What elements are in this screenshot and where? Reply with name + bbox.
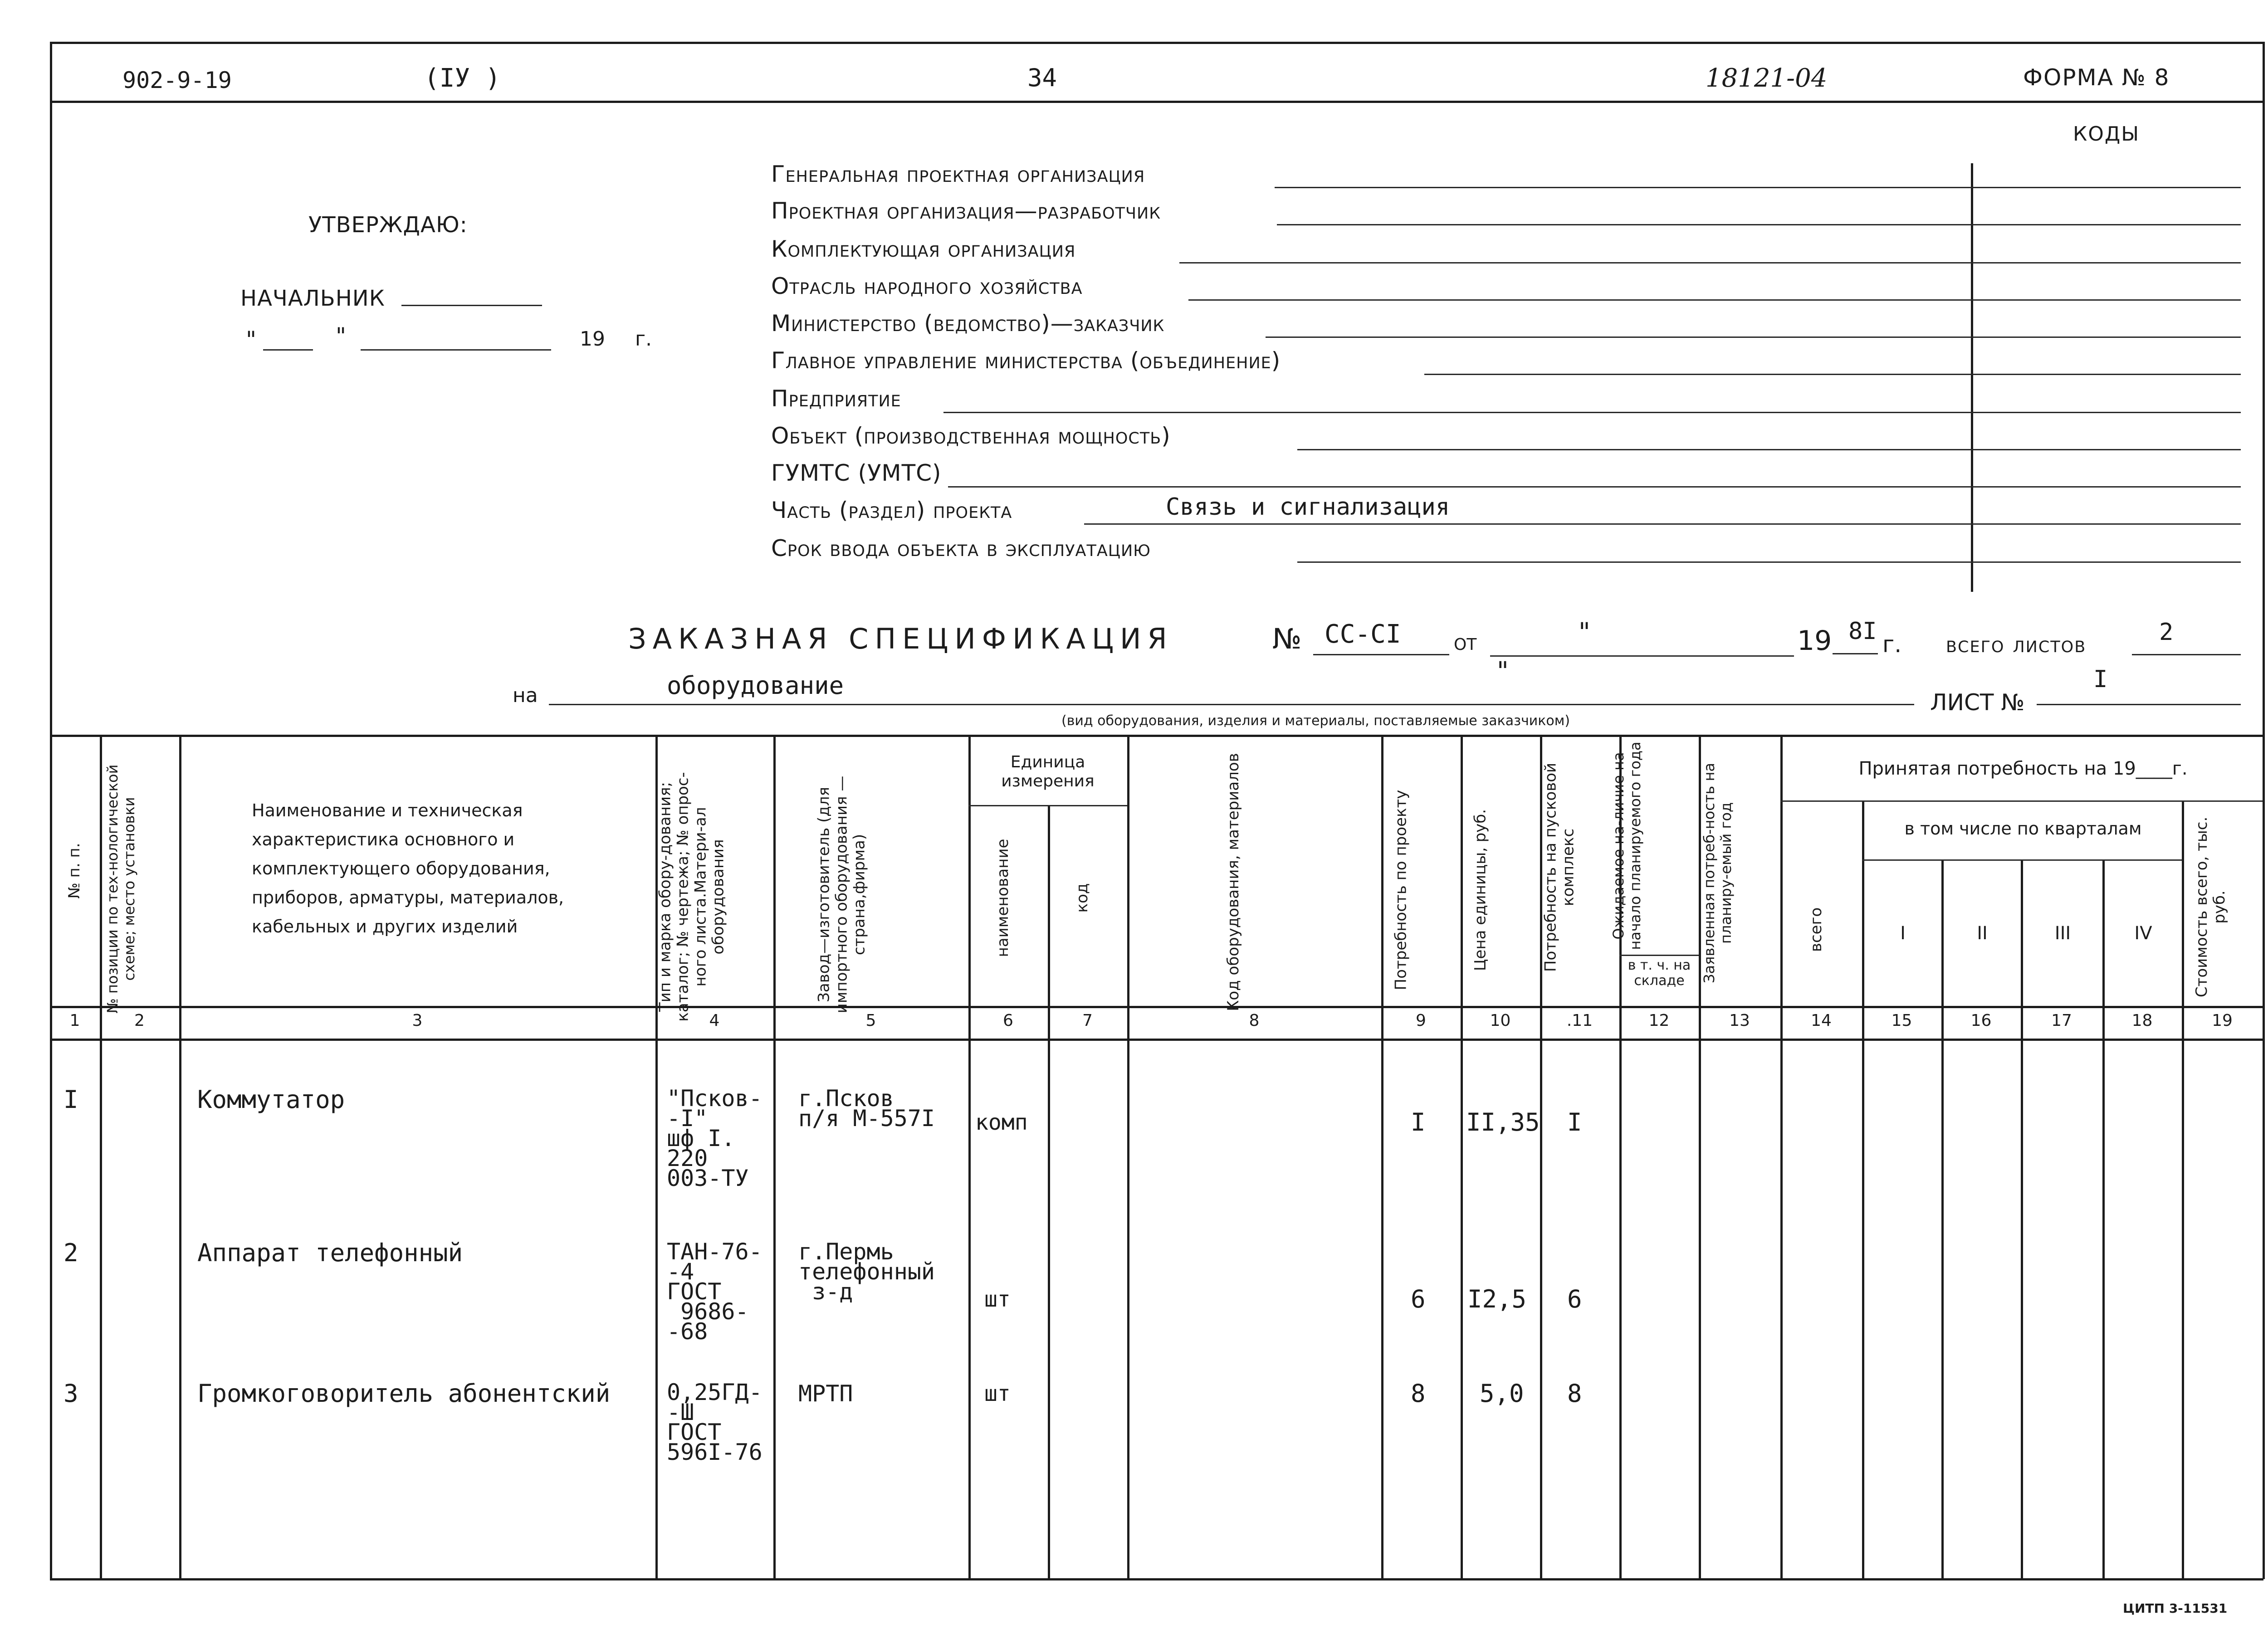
- colnum-13: 13: [1729, 1011, 1750, 1030]
- col-header-10: Цена единицы, руб.: [1471, 809, 1490, 971]
- row1-name: Коммутатор: [197, 1085, 345, 1114]
- colnum-14: 14: [1811, 1011, 1832, 1030]
- col-header-4: Тип и марка обору-дования; каталог; № чертежа; № опрос-ного листа.Матери-ал оборудования: [656, 772, 728, 1022]
- org-deadline-label: Срок ввода объекта в эксплуатацию: [771, 535, 1151, 561]
- table-top: [50, 735, 2263, 737]
- col-header-14: всего: [1807, 907, 1825, 952]
- col-divider-5: [968, 735, 971, 1579]
- org-developer-label: Проектная организация—разработчик: [771, 198, 1161, 224]
- spec-sheet-line: [2037, 704, 2241, 705]
- spec-subject: оборудование: [667, 671, 844, 700]
- colnum-17: 17: [2051, 1011, 2072, 1030]
- spec-sheet-label: ЛИСТ №: [1930, 689, 2025, 716]
- col-header-18: IV: [2134, 923, 2152, 944]
- row1-launch: I: [1567, 1108, 1582, 1136]
- org-main-dept-label: Главное управление министерства (объединение): [771, 347, 1281, 374]
- spec-year: 8I: [1848, 618, 1877, 645]
- frame-right: [2263, 42, 2265, 1579]
- col-divider-17: [2102, 859, 2105, 1579]
- accepted-group-divider: [1780, 800, 2263, 802]
- row2-price: I2,5: [1467, 1285, 1527, 1313]
- col-header-15: I: [1900, 923, 1906, 944]
- colnum-18: 18: [2131, 1011, 2153, 1030]
- date-year-suffix: г.: [635, 327, 652, 351]
- col-header-17: III: [2054, 923, 2071, 944]
- org-gumts-line: [948, 486, 2241, 488]
- colnum-19: 19: [2212, 1011, 2233, 1030]
- colnum-1: 1: [69, 1011, 80, 1030]
- colnum-6: 6: [1003, 1011, 1013, 1030]
- org-gumts-label: ГУМТС (УМТС): [771, 460, 942, 486]
- col-divider-9: [1461, 735, 1463, 1579]
- codes-divider: [1971, 163, 1973, 592]
- row1-num: I: [64, 1085, 78, 1114]
- spec-number: СС-СI: [1325, 619, 1401, 649]
- org-section-label: Часть (раздел) проекта: [771, 497, 1012, 523]
- col-divider-2: [179, 735, 181, 1579]
- org-general-line: [1275, 187, 2241, 188]
- frame-left: [50, 42, 52, 1579]
- chief-signature-line: [401, 305, 542, 306]
- org-branch-line: [1188, 299, 2241, 301]
- col-header-16: II: [1977, 923, 1988, 944]
- col-header-12: Ожидаемое на-личие на начало планируемого года: [1610, 741, 1644, 950]
- colnum-5: 5: [865, 1011, 876, 1030]
- row2-name: Аппарат телефонный: [197, 1239, 463, 1267]
- unit-group-header: Единица измерения: [1001, 753, 1095, 790]
- col-divider-16: [2021, 859, 2023, 1579]
- org-completing-label: Комплектующая организация: [771, 236, 1076, 262]
- row3-type: 0,25ГД- -Ш ГОСТ 596I-76: [667, 1379, 763, 1465]
- row1-price: II,35: [1466, 1108, 1540, 1136]
- quarters-group-divider: [1862, 859, 2182, 861]
- spec-date-quote-close: ": [1497, 657, 1509, 686]
- spec-number-label: №: [1272, 622, 1302, 655]
- approve-label: УТВЕРЖДАЮ:: [308, 212, 468, 238]
- row1-qty: I: [1411, 1108, 1426, 1136]
- spec-on-label: на: [513, 684, 538, 707]
- colnum-8: 8: [1249, 1011, 1260, 1030]
- org-branch-label: Отрасль народного хозяйства: [771, 273, 1083, 299]
- col-header-12-sub: в т. ч. на складе: [1628, 957, 1691, 989]
- volume-label: (IУ ): [424, 63, 501, 93]
- spec-date-line: [1490, 655, 1794, 657]
- col-header-8: Код оборудования, материалов: [1224, 753, 1242, 1011]
- colnum-16: 16: [1970, 1011, 1992, 1030]
- col-divider-4: [773, 735, 776, 1579]
- frame-bottom: [50, 1578, 2263, 1580]
- frame-top: [50, 42, 2263, 44]
- date-day-line: [263, 349, 313, 351]
- colnum-4: 4: [709, 1011, 720, 1030]
- col-header-5: Завод—изготовитель (для импортного оборудования —страна,фирма): [815, 776, 869, 1014]
- date-quote-open: ": [246, 327, 256, 353]
- spec-total-label: всего листов: [1946, 631, 2087, 658]
- colnum-12: 12: [1648, 1011, 1670, 1030]
- row2-type: ТАН-76- -4 ГОСТ 9686- -68: [667, 1239, 763, 1345]
- header-divider: [50, 101, 2263, 103]
- row3-maker: МРТП: [798, 1380, 853, 1407]
- table-colnum-bottom: [50, 1039, 2263, 1041]
- col-header-7: код: [1073, 883, 1091, 913]
- col-divider-8: [1381, 735, 1383, 1579]
- row1-maker: г.Псков п/я М-557I: [798, 1085, 935, 1132]
- accepted-group-header: Принятая потребность на 19____г.: [1858, 758, 2188, 779]
- spec-year-line: [1833, 653, 1878, 654]
- row2-qty: 6: [1411, 1285, 1426, 1313]
- org-section-value: Связь и сигнализация: [1166, 493, 1450, 521]
- col-header-2: № позиции по тех-нологической схеме; место установки: [104, 764, 138, 1014]
- col-divider-18: [2182, 800, 2184, 1579]
- colnum-10: 10: [1490, 1011, 1511, 1030]
- date-month-line: [361, 349, 551, 351]
- unit-group-divider: [968, 805, 1127, 806]
- chief-label: НАЧАЛЬНИК: [240, 286, 385, 311]
- col-header-9: Потребность по проекту: [1392, 790, 1410, 990]
- colnum-11: .11: [1566, 1011, 1593, 1030]
- row3-num: 3: [64, 1379, 78, 1408]
- row3-unit: шт: [984, 1381, 1011, 1406]
- spec-subject-caption: (вид оборудования, изделия и материалы, поставляемые заказчиком): [1061, 713, 1570, 729]
- row2-unit: шт: [984, 1287, 1011, 1312]
- form-label: ФОРМА № 8: [2023, 64, 2170, 91]
- org-developer-line: [1277, 224, 2241, 225]
- col-divider-14: [1862, 800, 1864, 1579]
- project-code: 902-9-19: [122, 67, 232, 93]
- col-header-19: Стоимость всего, тыс. руб.: [2193, 816, 2229, 998]
- page-number: 34: [1027, 63, 1057, 92]
- col-divider-7: [1127, 735, 1129, 1579]
- colnum-7: 7: [1082, 1011, 1093, 1030]
- org-ministry-label: Министерство (ведомство)—заказчик: [771, 310, 1165, 337]
- spec-total-line: [2132, 654, 2241, 655]
- org-enterprise-label: Предприятие: [771, 385, 901, 412]
- col-divider-13: [1780, 735, 1783, 1579]
- org-deadline-line: [1297, 561, 2241, 563]
- doc-number: 18121-04: [1706, 63, 1828, 93]
- org-main-dept-line: [1424, 374, 2241, 375]
- row2-num: 2: [64, 1239, 78, 1267]
- row3-launch: 8: [1567, 1379, 1582, 1408]
- row1-type: "Псков- -I" шф I. 220 003-ТУ: [667, 1085, 763, 1191]
- spec-date-quote-open: ": [1579, 618, 1590, 647]
- codes-label: КОДЫ: [2073, 122, 2140, 146]
- org-completing-line: [1179, 262, 2241, 263]
- stock-sub-divider: [1619, 955, 1699, 956]
- colnum-3: 3: [412, 1011, 423, 1030]
- row3-qty: 8: [1411, 1379, 1426, 1408]
- spec-number-line: [1313, 654, 1449, 655]
- col-header-3: Наименование и техническая характеристика основного и комплектующего оборудования, приборов, арматуры, материалов, кабельных и других изделий: [252, 800, 564, 937]
- row2-maker: г.Пермь телефонный з-д: [798, 1239, 935, 1305]
- quarters-group-header: в том числе по кварталам: [1904, 819, 2142, 839]
- footer-stamp: ЦИТП 3-11531: [2123, 1601, 2228, 1616]
- colnum-2: 2: [134, 1011, 145, 1030]
- col-header-1: № п. п.: [65, 843, 83, 899]
- col-header-11: Потребность на пусковой комплекс: [1541, 762, 1578, 972]
- colnum-9: 9: [1416, 1011, 1426, 1030]
- col-divider-15: [1941, 859, 1944, 1579]
- spec-year-prefix: 19: [1797, 625, 1832, 657]
- org-enterprise-line: [943, 412, 2241, 413]
- col-header-13: Заявленная потреб-ность на планиру-емый год: [1701, 763, 1735, 983]
- col-divider-6: [1048, 805, 1050, 1579]
- spec-title: ЗАКАЗНАЯ СПЕЦИФИКАЦИЯ: [628, 622, 1173, 655]
- colnum-15: 15: [1891, 1011, 1912, 1030]
- org-ministry-line: [1266, 337, 2241, 338]
- row3-price: 5,0: [1480, 1379, 1524, 1408]
- col-header-6: наименование: [994, 839, 1012, 957]
- org-general-label: Генеральная проектная организация: [771, 161, 1145, 187]
- col-divider-1: [100, 735, 102, 1579]
- row3-name: Громкоговоритель абонентский: [197, 1379, 611, 1408]
- spec-sheet-value: I: [2093, 666, 2108, 693]
- date-quote-close: ": [336, 323, 346, 349]
- date-year-prefix: 19: [580, 327, 605, 351]
- org-object-line: [1297, 449, 2241, 450]
- org-object-label: Объект (производственная мощность): [771, 423, 1171, 449]
- row1-unit: комп: [975, 1110, 1028, 1135]
- spec-from-label: от: [1454, 629, 1477, 656]
- row2-launch: 6: [1567, 1285, 1582, 1313]
- org-section-line: [1084, 523, 2241, 525]
- table-header-bottom: [50, 1006, 2263, 1008]
- spec-year-suffix: г.: [1882, 631, 1902, 658]
- spec-total-value: 2: [2159, 619, 2174, 646]
- spec-subject-line: [549, 704, 1914, 705]
